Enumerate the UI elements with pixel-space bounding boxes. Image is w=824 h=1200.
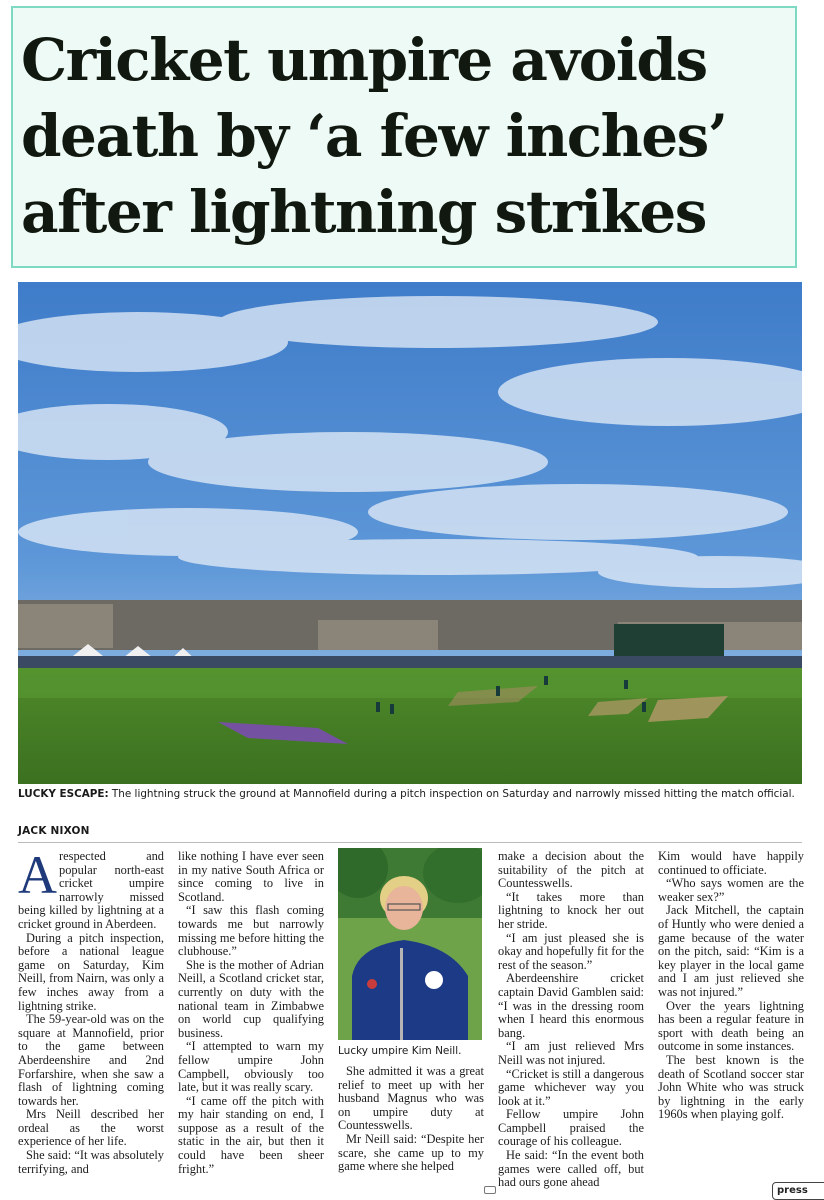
press-logo: press: [772, 1182, 824, 1200]
article-paragraph: Mr Neill said: “Despite her scare, she came up to my game where she helped: [338, 1131, 484, 1174]
article-paragraph: “It takes more than lightning to knock her out her stride.: [498, 889, 644, 931]
article-paragraph: She admitted it was a great relief to meet up with her husband Magnus who was on umpire duty at Countesswells.: [338, 1064, 484, 1133]
article-paragraph: “Cricket is still a dangerous game whichever way you look at it.”: [498, 1066, 644, 1108]
article-paragraph: Arespected and popular north-east cricket umpire narrowly missed being killed by lightning at a cricket ground in Aberdeen.: [18, 845, 164, 931]
article-column-4: [498, 850, 644, 1190]
article-paragraph: The 59-year-old was on the square at Mannofield, prior to the game between Aberdeenshire and 2nd Forfarshire, when she saw a flash of lightning coming towards her.: [18, 1012, 164, 1108]
article-paragraph: “I came off the pitch with my hair standing on end, I suppose as a result of the static in the air, but then it could have been sheer fright.”: [178, 1093, 324, 1176]
article-paragraph: He said: “In the event both games were called off, but had ours gone ahead: [498, 1148, 644, 1190]
article-column-2: [178, 850, 324, 1176]
article-paragraph: She said: “It was absolutely terrifying, and: [18, 1148, 164, 1176]
photo-caption-text: The lightning struck the ground at Mannofield during a pitch inspection on Saturday and narrowly missed hitting the match official.: [108, 788, 795, 800]
umpire-portrait-photo: [338, 848, 482, 1040]
photo-caption: [18, 787, 808, 801]
divider: [18, 842, 802, 843]
article-paragraph: During a pitch inspection, before a national league game on Saturday, Kim Neill, from Nairn, was only a few inches away from a lightning strike.: [18, 930, 164, 1013]
byline: JACK NIXON: [18, 825, 90, 837]
article-paragraph: Kim would have happily continued to officiate.: [658, 849, 804, 877]
headline-line-2: death by ‘a few inches’: [21, 102, 727, 170]
article-paragraph: “Who says women are the weaker sex?”: [658, 876, 804, 904]
article-paragraph: make a decision about the suitability of the pitch at Countesswells.: [498, 849, 644, 891]
article-paragraph: Aberdeenshire cricket captain David Gamblen said: “I was in the dressing room when I heard this enormous bang.: [498, 971, 644, 1040]
portrait-caption: Lucky umpire Kim Neill.: [338, 1045, 462, 1057]
article-paragraph: She is the mother of Adrian Neill, a Scotland cricket star, currently on duty with the national team in Zimbabwe on world cup qualifying business.: [178, 957, 324, 1040]
cricket-ground-photo: [18, 282, 802, 784]
article-paragraph: “I am just pleased she is okay and hopefully fit for the rest of the season.”: [498, 930, 644, 972]
drop-cap: A: [18, 845, 57, 905]
article-column-1: [18, 845, 164, 1176]
article-paragraph: “I am just relieved Mrs Neill was not injured.: [498, 1039, 644, 1067]
article-paragraph: Over the years lightning has been a regular feature in sport with death being an outcome in some instances.: [658, 998, 804, 1054]
article-paragraph: Fellow umpire John Campbell praised the courage of his colleague.: [498, 1107, 644, 1149]
photo-caption-label: LUCKY ESCAPE:: [18, 788, 109, 800]
page-control-icon[interactable]: [484, 1186, 496, 1194]
article-paragraph: The best known is the death of Scotland soccer star John White who was struck by lightning in the early 1960s when playing golf.: [658, 1052, 804, 1122]
headline-line-1: Cricket umpire avoids: [21, 26, 707, 94]
article-paragraph: “I saw this flash coming towards me but narrowly missing me before hitting the clubhouse.”: [178, 903, 324, 959]
headline-line-3: after lightning strikes: [21, 178, 706, 246]
headline: [21, 22, 727, 250]
article-paragraph: Mrs Neill described her ordeal as the worst experience of her life.: [18, 1107, 164, 1149]
article-paragraph: “I attempted to warn my fellow umpire John Campbell, obviously too late, but it was really scary.: [178, 1039, 324, 1095]
article-column-5: [658, 850, 804, 1122]
headline-box: [11, 6, 797, 268]
article-column-3: [338, 1065, 484, 1174]
article-paragraph: like nothing I have ever seen in my native South Africa or since coming to live in Scotland.: [178, 849, 324, 904]
article-paragraph: Jack Mitchell, the captain of Huntly who were denied a game because of the water on the pitch, said: “Kim is a key player in the local game and I am just relieved she was not injured.”: [658, 903, 804, 999]
